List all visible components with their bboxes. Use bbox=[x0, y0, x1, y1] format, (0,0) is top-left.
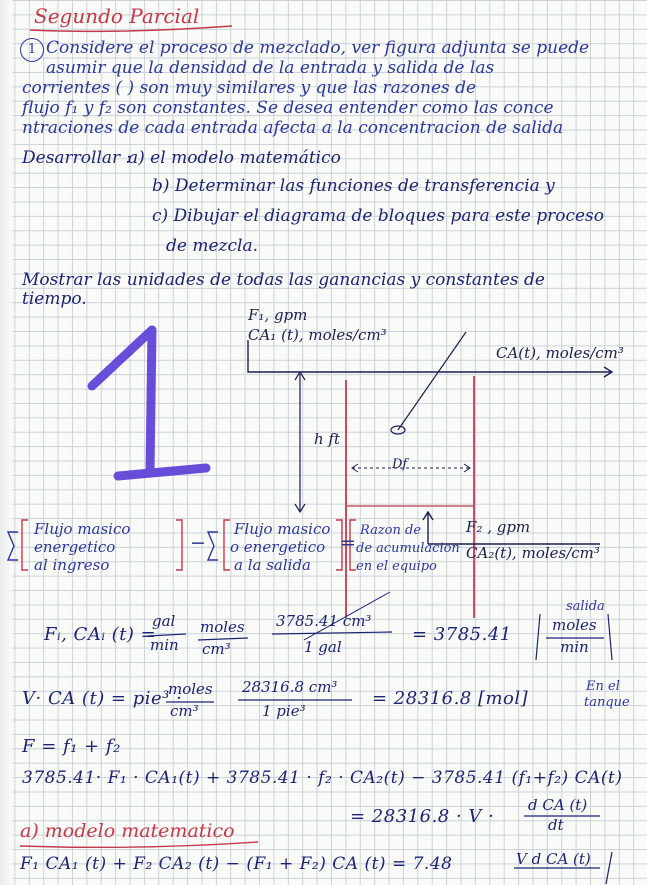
balance-rhs-line-3: en el equipo bbox=[356, 559, 437, 574]
balance-output-line-3: a la salida bbox=[234, 556, 311, 574]
problem-line-5: ntraciones de cada entrada afecta a la concentracion de salida bbox=[22, 118, 564, 138]
eq1-frac3-den: 1 gal bbox=[304, 638, 342, 656]
problem-line-2: asumir que la densidad de la entrada y salida de las bbox=[46, 58, 495, 78]
equals-sign: = bbox=[340, 532, 356, 554]
units-note-line-1: Mostrar las unidades de todas las ganancias y constantes de bbox=[22, 270, 545, 290]
eq2-note-line-1: En el bbox=[586, 679, 620, 694]
page-title: Segundo Parcial bbox=[34, 4, 200, 28]
eq2-result: = 28316.8 [mol] bbox=[372, 688, 529, 709]
problem-line-3: corrientes ( ) son muy similares y que las razones de bbox=[22, 78, 477, 98]
balance-output-line-2: o energetico bbox=[230, 538, 326, 556]
balance-input-line-2: energetico bbox=[34, 538, 116, 556]
eq1-frac1-num: gal bbox=[152, 612, 176, 630]
inlet1-conc-label: CA₁ (t), moles/cm³ bbox=[248, 326, 387, 344]
model-equation-fraction: V d CA (t) bbox=[516, 850, 591, 868]
eq1-lhs: Fᵢ, CAᵢ (t) = bbox=[44, 624, 157, 645]
balance-rhs-line-1: Razon de bbox=[360, 523, 422, 538]
task-c-line-2: de mezcla. bbox=[166, 236, 258, 256]
balance-output-line-1: Flujo masico bbox=[234, 520, 331, 538]
inlet2-conc-label: CA₂(t), moles/cm³ bbox=[466, 544, 600, 562]
eq2-frac2-den: 1 pie³ bbox=[262, 702, 306, 720]
balance-equation: 3785.41· F₁ · CA₁(t) + 3785.41 · f₂ · CA₂(t) − 3785.41 (f₁+f₂) CA(t) bbox=[22, 768, 623, 788]
eq2-frac2-num: 28316.8 cm³ bbox=[242, 678, 338, 696]
balance-equation-rhs: = 28316.8 · V · bbox=[350, 806, 495, 827]
outlet-conc-label: CA(t), moles/cm³ bbox=[496, 344, 624, 362]
units-note-line-2: tiempo. bbox=[22, 289, 87, 309]
eq1-frac2-den: cm³ bbox=[202, 640, 231, 658]
problem-number-circle: 1 bbox=[20, 38, 44, 62]
eq1-result: = 3785.41 bbox=[412, 624, 512, 645]
balance-input-line-3: al ingreso bbox=[34, 556, 110, 574]
diameter-label: Df bbox=[392, 457, 408, 472]
balance-input-line-1: Flujo masico bbox=[34, 520, 131, 538]
balance-rhs-line-2: de acumulacion bbox=[356, 541, 460, 556]
task-intro: Desarrollar : bbox=[22, 148, 132, 168]
eq1-unit-den: min bbox=[560, 638, 589, 656]
problem-line-1: Considere el proceso de mezclado, ver figura adjunta se puede bbox=[46, 38, 590, 58]
eq1-unit-num: moles bbox=[552, 616, 597, 634]
eq2-frac1-num: moles bbox=[168, 680, 213, 698]
eq2-lhs: V· CA (t) = pie³ · bbox=[22, 688, 183, 709]
model-equation: F₁ CA₁ (t) + F₂ CA₂ (t) − (F₁ + F₂) CA (t) = 7.48 bbox=[20, 854, 453, 874]
deriv-num: d CA (t) bbox=[528, 796, 588, 814]
task-c-line-1: c) Dibujar el diagrama de bloques para este proceso bbox=[152, 206, 605, 226]
problem-line-4: flujo f₁ y f₂ son constantes. Se desea entender como las conce bbox=[22, 98, 554, 118]
task-a: a) el modelo matemático bbox=[128, 148, 341, 168]
minus-sign: − bbox=[190, 532, 206, 554]
eq2-note-line-2: tanque bbox=[584, 695, 630, 710]
inlet2-flow-label: F₂ , gpm bbox=[466, 518, 531, 536]
eq1-frac3-num: 3785.41 cm³ bbox=[276, 612, 372, 630]
eq2-frac1-den: cm³ bbox=[170, 702, 199, 720]
flow-sum-equation: F = f₁ + f₂ bbox=[22, 736, 121, 757]
deriv-den: dt bbox=[548, 816, 564, 834]
eq1-frac1-den: min bbox=[150, 636, 179, 654]
inlet1-flow-label: F₁, gpm bbox=[248, 306, 308, 324]
eq1-note: salida bbox=[566, 599, 605, 614]
height-label: h ft bbox=[314, 430, 341, 448]
task-b: b) Determinar las funciones de transferencia y bbox=[152, 176, 555, 196]
eq1-frac2-num: moles bbox=[200, 618, 245, 636]
model-heading: a) modelo matematico bbox=[20, 820, 235, 842]
